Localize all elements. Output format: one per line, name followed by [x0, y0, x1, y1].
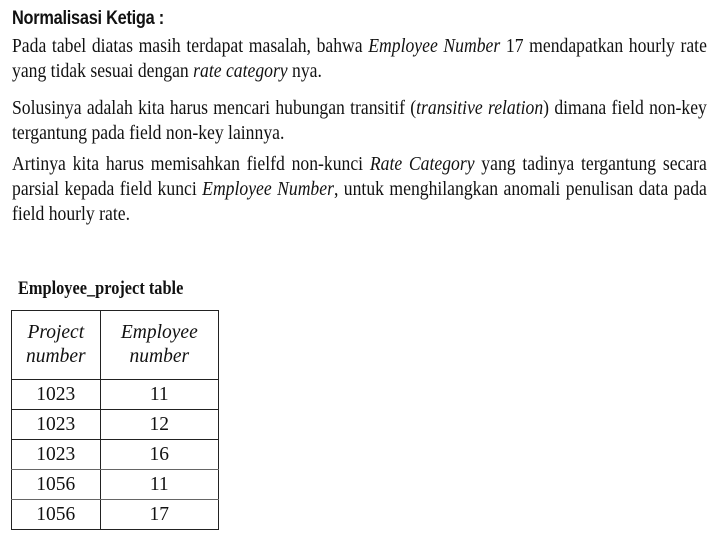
cell-project-number: 1023 — [12, 380, 101, 410]
table-row — [12, 410, 219, 440]
paragraph-3 — [12, 152, 707, 227]
cell-project-number: 1023 — [12, 440, 101, 470]
cell-project-number: 1056 — [12, 470, 101, 500]
cell-project-number: 1023 — [12, 410, 101, 440]
table-row — [12, 470, 219, 500]
table-row — [12, 380, 219, 410]
header-text: Employee — [120, 322, 198, 343]
header-text: number — [129, 346, 190, 367]
paragraph-2-text: Solusinya adalah kita harus mencari hubungan transitif ( — [12, 97, 417, 119]
cell-project-number: 1056 — [12, 500, 101, 530]
table-row — [12, 500, 219, 530]
table-row — [12, 440, 219, 470]
paragraph-1-emphasis: rate category — [193, 60, 288, 82]
cell-employee-number: 12 — [100, 410, 218, 440]
paragraph-1-text: nya. — [287, 60, 322, 82]
paragraph-2-text: ) dimana field non-key tergantung pada field non-key lainnya. — [12, 97, 707, 144]
column-header-project-number — [12, 311, 101, 380]
paragraph-1 — [12, 34, 707, 84]
paragraph-3-emphasis: Employee Number — [202, 178, 334, 200]
column-header-employee-number — [100, 311, 218, 380]
paragraph-1-text: Pada tabel diatas masih terdapat masalah, bahwa — [12, 35, 369, 57]
cell-employee-number: 16 — [100, 440, 218, 470]
paragraph-1-emphasis: Employee Number — [368, 35, 501, 57]
paragraph-3-text: , untuk menghilangkan anomali penulisan data pada field hourly rate. — [12, 178, 707, 225]
paragraph-3-text: Artinya kita harus memisahkan fielfd non-kunci — [12, 153, 370, 175]
cell-employee-number: 11 — [100, 380, 218, 410]
table-header-row — [12, 311, 219, 380]
employee-project-table — [11, 310, 219, 530]
paragraph-3-text: yang tadinya tergantung secara parsial kepada field kunci — [12, 153, 707, 200]
header-text: number — [26, 346, 86, 367]
paragraph-1-text: 17 mendapatkan hourly rate yang tidak sesuai dengan — [12, 35, 707, 82]
section-heading: Normalisasi Ketiga : — [12, 8, 164, 29]
table-title: Employee_project table — [18, 278, 184, 299]
header-text: Project — [27, 322, 85, 343]
paragraph-2-emphasis: transitive relation — [416, 97, 544, 119]
paragraph-2 — [12, 96, 707, 146]
cell-employee-number: 11 — [100, 470, 218, 500]
cell-employee-number: 17 — [100, 500, 218, 530]
paragraph-3-emphasis: Rate Category — [369, 153, 475, 175]
